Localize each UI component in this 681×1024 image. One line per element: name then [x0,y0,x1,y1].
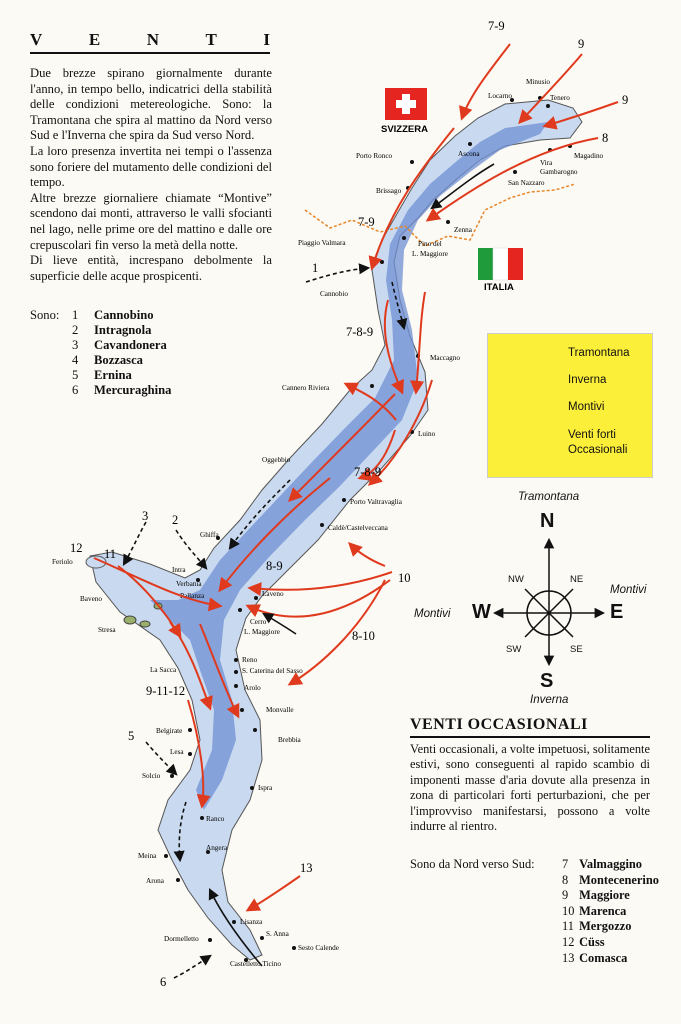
title-letter: V [30,30,43,49]
place-label: Magadino [574,152,604,160]
occasional-list [562,857,659,966]
occasional-item: 8 Montecenerino [562,872,659,887]
title-letter: N [146,30,159,49]
breeze-item: 5 Ernina [72,368,132,382]
place-label: Ispra [258,784,273,792]
breeze-list-label: Sono: [30,308,60,322]
place-label: Luino [418,430,436,438]
compass-e-label: E [610,601,624,623]
wind-number: 8-9 [266,559,283,573]
legend-label: Inverna [568,374,607,386]
place-label: Tenero [550,94,570,102]
place-label: Oggebbio [262,456,291,464]
wind-number: 2 [172,513,179,527]
place-label: Locarno [488,92,512,100]
intro-paragraph: Altre brezze giornaliere chiamate “Montive” scendono dai monti, attraverso le valli sfocianti nel lago, nelle prime ore del mattino e dalle ore crepuscolari fin verso la metà della notte. [30,190,272,252]
place-label: Brebbia [278,736,301,744]
place-label: San Nazzaro [508,179,545,187]
place-label: S. Anna [266,930,289,938]
compass-tramontana-label: Tramontana [518,491,580,503]
occasional-item: 11 Mergozzo [562,919,632,934]
breeze-item: 3 Cavandonera [72,338,167,352]
place-label: Arolo [244,684,261,692]
place-label: La Sacca [150,666,177,674]
place-label: Castelletto Ticino [230,960,281,968]
place-label: Caldè/Castelveccana [328,524,388,532]
place-label: Porto Valtravaglia [350,498,402,506]
place-label: Piaggio Valmara [298,239,346,247]
wind-arrow [248,876,300,910]
compass-sw-label: SW [506,644,522,655]
place-label: Zenna [454,226,472,234]
title-letter: T [205,30,217,49]
wind-number: 9 [622,93,629,107]
place-label: Laveno [262,590,284,598]
place-label: Vira [540,159,553,167]
place-label: Feriolo [52,558,73,566]
wind-number: 11 [104,547,117,561]
place-label: Lesa [170,748,184,756]
legend-label: Tramontana [568,347,630,359]
breeze-item: 1 Cannobino [72,308,154,322]
compass-s-label: S [540,670,554,692]
compass-montivi-left: Montivi [414,608,451,620]
breeze-item: 4 Bozzasca [72,353,143,367]
wind-number: 5 [128,729,135,743]
compass-w-label: W [472,601,491,623]
place-label: Meina [138,852,157,860]
wind-number: 6 [160,975,167,989]
place-label: Cannobio [320,290,348,298]
italy-flag [478,248,523,280]
wind-number: 3 [142,509,149,523]
intro-paragraph: La loro presenza invertita nei tempi o l'assenza sono foriere del mutamento delle condizioni del tempo. [30,143,272,190]
occasional-item: 13 Comasca [562,950,628,965]
place-label: Ranco [206,815,225,823]
island [140,621,150,627]
wind-arrow [350,544,385,566]
place-label: Gambarogno [540,168,578,176]
occasional-item: 7 Valmaggino [562,857,642,871]
compass-montivi-right: Montivi [610,584,647,596]
wind-number: 8-10 [352,629,375,643]
wind-number: 8 [602,131,609,145]
wind-number: 7-9 [488,19,505,33]
title-letter: E [88,30,101,49]
italy-label: ITALIA [484,282,514,293]
place-label: Stresa [98,626,116,634]
montivi-arrow [146,742,176,774]
place-label: Monvalle [266,706,294,714]
place-label: L. Maggiore [244,628,280,636]
place-label: Pino del [418,240,442,248]
place-label: Angera [206,844,228,852]
occasional-list-label: Sono da Nord verso Sud: [410,857,535,871]
compass-inverna-label: Inverna [530,694,569,706]
place-label: L. Maggiore [412,250,448,258]
compass-se-label: SE [570,644,583,655]
intro-paragraph: Di lieve entità, increspano debolmente la superficie delle acque prospicenti. [30,253,272,283]
occasional-item: 12 Cüss [562,934,605,949]
place-label: Belgirate [156,727,183,735]
breeze-item: 2 Intragnola [72,323,152,337]
wind-number: 13 [300,861,313,875]
place-label: Dormelletto [164,935,199,943]
place-label: Maccagno [430,354,460,362]
wind-number: 1 [312,261,319,275]
place-label: Arona [146,877,164,885]
place-label: Reno [242,656,258,664]
switzerland-label: SVIZZERA [381,124,428,135]
legend-label: Montivi [568,401,605,413]
island [124,616,136,624]
wind-number: 7-8-9 [354,465,382,479]
intro-paragraph: Due brezze spirano giornalmente durante l'anno, in tempo bello, indicatrici della stabilità delle condizioni metereologiche. Sono: la Tramontana che spira al mattino da Nord verso Sud e l'Inverna che spira da Sud verso Nord. [30,66,272,143]
compass-nw-label: NW [508,574,524,585]
occasional-item: 10 Marenca [562,903,627,918]
montivi-arrow [174,956,210,978]
map-legend [487,333,653,478]
occasional-text: Venti occasionali, a volte impetuosi, solitamente estivi, sono conseguenti al rapido scambio di imponenti masse d'aria dovute alla presenza in zona di particolari forti perturbazioni, che per l'improvviso manifestarsi, possono a volte indurre al rientro. [410,742,650,834]
place-label: Intra [172,566,186,574]
wind-number: 10 [398,571,411,585]
occasional-rule [410,736,650,738]
occasional-item: 9 Maggiore [562,888,630,903]
breeze-item: 6 Mercuraghina [72,383,172,397]
compass-ne-label: NE [570,574,584,585]
switzerland-flag [385,88,427,120]
title-letter: I [263,30,270,49]
occasional-title: VENTI OCCASIONALI [410,716,588,733]
wind-number: 7-8-9 [346,325,374,339]
legend-label: Venti forti Occasionali [568,429,628,456]
place-label: Solcio [142,772,161,780]
place-label: Pallanza [180,592,205,600]
wind-number: 9-11-12 [146,684,186,698]
place-label: Verbania [176,580,202,588]
wind-number: 12 [70,541,83,555]
wind-number: 9 [578,37,585,51]
place-label: Ascona [458,150,480,158]
place-label: Cannero Riviera [282,384,330,392]
place-label: S. Caterina del Sasso [242,667,303,675]
compass-n-label: N [540,510,555,532]
place-label: Baveno [80,595,102,603]
place-label: Lisanza [240,918,263,926]
place-label: Ghiffa [200,531,219,539]
place-label: Sesto Calende [298,944,339,952]
place-label: Porto Ronco [356,152,393,160]
wind-number: 7-9 [358,215,375,229]
place-label: Minusio [526,78,550,86]
place-label: Brissago [376,187,402,195]
place-label: Cerro [250,618,267,626]
